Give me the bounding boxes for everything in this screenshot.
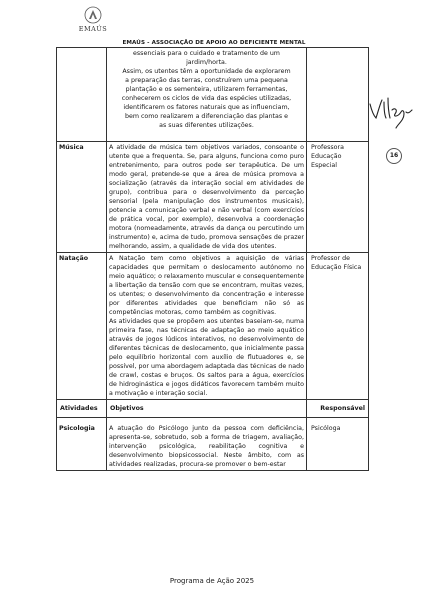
- activities-table: [56, 47, 369, 471]
- logo: [76, 6, 110, 40]
- document-header: EMAÚS - ASSOCIAÇÃO DE APOIO AO DEFICIENTE MENTAL: [60, 40, 368, 48]
- responsible-cell-natacao: Professor de Educação Física: [307, 253, 369, 400]
- header-objectives: Objetivos: [107, 400, 307, 418]
- activity-cell-natacao: Natação: [57, 253, 107, 400]
- activity-cell-empty: [57, 48, 107, 142]
- objective-cell-natacao: [107, 253, 307, 400]
- continuation-line: bem como realizarem a diferenciação das plantas e: [124, 113, 289, 120]
- natacao-paragraph-1: A Natação tem como objetivos a aquisição de várias capacidades que permitam o deslocamento autónomo no meio aquático; o relaxamento muscular e consequentemente a libertação da tensão com que se encontram, muitas vezes, os utentes; o desenvolvimento da concentração e interesse por diferentes atividades que beneficiam não só as competências motoras, como também as cognitivas.: [109, 255, 304, 316]
- continuation-line: a preparação das terras, construírem uma pequena: [125, 77, 288, 84]
- handwritten-signature: [368, 90, 418, 130]
- natacao-paragraph-2: As atividades que se propõem aos utentes baseiam-se, numa primeira fase, nas técnicas de adaptação ao meio aquático através de jogos lúdicos interativos, no desenvolvimento de diferentes técnicas de deslocamento, que inicialmente passa pelo equilíbrio horizontal com auxílio de flutuadores e, se possível, por uma abordagem adaptada das técnicas de nado de crawl, costas e bruços. Os saltos para a água, exercícios de hidroginástica e jogos didáticos favorecem também muito a motivação e interação social.: [109, 318, 304, 397]
- logo-text: EMAÚS: [78, 25, 108, 33]
- table-row-psicologia: [57, 418, 369, 471]
- continuation-line: jardim/horta.: [186, 59, 227, 66]
- header-activities: Atividades: [57, 400, 107, 418]
- continuation-line: as suas diferentes utilizações.: [159, 122, 254, 129]
- continuation-line: Assim, os utentes têm a oportunidade de explorarem: [122, 68, 291, 75]
- logo-emblem-icon: [84, 6, 102, 24]
- page-number-stamp: 16: [386, 148, 402, 164]
- activity-cell-musica: Música: [57, 142, 107, 253]
- objective-cell-psicologia: A atuação do Psicólogo junto da pessoa com deficiência, apresenta-se, sobretudo, sob a forma de triagem, avaliação, intervenção psicológica, reabilitação cognitiva e desenvolvimento biopsicossocial. Neste âmbito, com as atividades realizadas, procura-se promover o bem-estar: [107, 418, 307, 471]
- responsible-cell-empty: [307, 48, 369, 142]
- table-row-natacao: [57, 253, 369, 400]
- header-responsible: Responsável: [307, 400, 369, 418]
- table-row-musica: [57, 142, 369, 253]
- table-header-row: [57, 400, 369, 418]
- continuation-line: plantação e os sementeira, utilizarem ferramentas,: [125, 86, 288, 93]
- responsible-cell-musica: Professora Educação Especial: [307, 142, 369, 253]
- responsible-cell-psicologia: Psicóloga: [307, 418, 369, 471]
- objective-cell-musica: A atividade de música tem objetivos variados, consoante o utente que a frequenta. Se, para alguns, funciona como puro entretenimento, para outros pode ser terapêutica. De um modo geral, pretende-se que a área de música promova a socialização (através da interação social em atividades de grupo), contribua para o desenvolvimento da perceção sensorial (pela manipulação dos instrumentos musicais), potencie a comunicação verbal e não verbal (com exercícios de prática vocal, por exemplo), desenvolva a coordenação motora (nomeadamente, através da dança ou percutindo um instrumento) e, acima de tudo, promova sensações de prazer melhorando, assim, a qualidade de vida dos utentes.: [107, 142, 307, 253]
- continuation-lines: [109, 49, 304, 130]
- footer: Programa de Ação 2025: [169, 577, 255, 585]
- table-row-continuation: [57, 48, 369, 142]
- continuation-line: essenciais para o cuidado e tratamento de um: [133, 50, 280, 57]
- continuation-line: conhecerem os ciclos de vida das espécies utilizadas,: [121, 95, 292, 102]
- activity-cell-psicologia: Psicologia: [57, 418, 107, 471]
- objective-cell-continuation: [107, 48, 307, 142]
- continuation-line: identificarem os fatores naturais que as influenciam,: [123, 104, 290, 111]
